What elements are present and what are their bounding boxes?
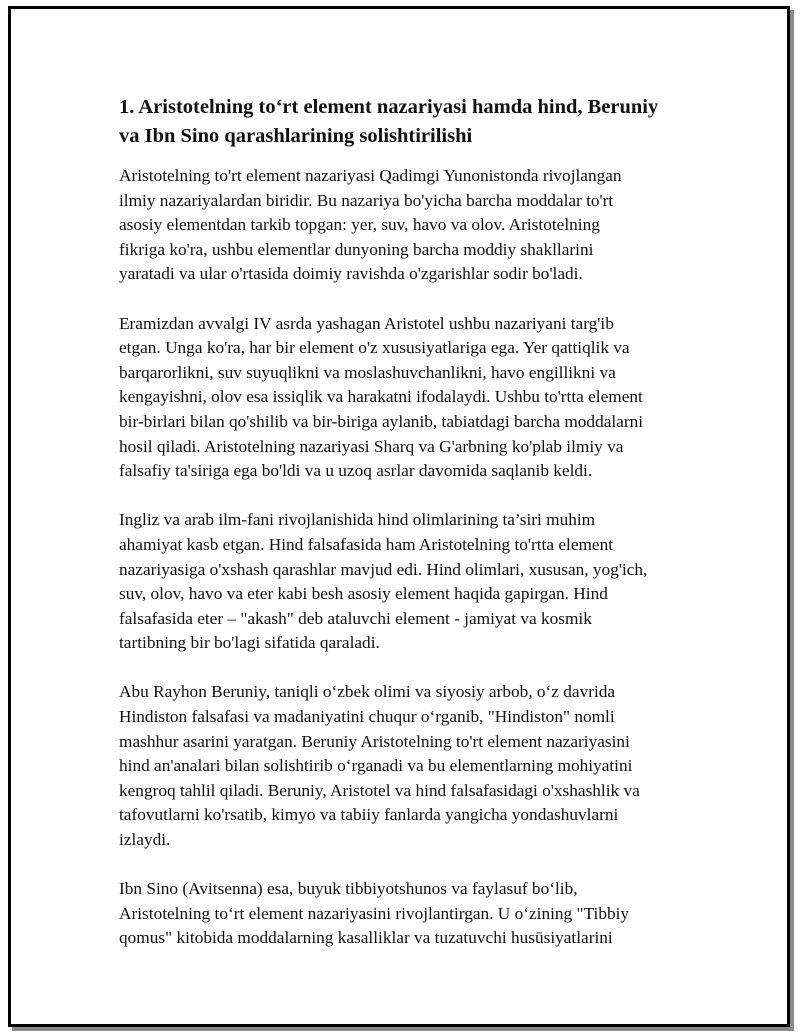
paragraph-1 xyxy=(119,164,699,287)
text-line: Ingliz va arab ilm-fani rivojlanishida hind olimlarining ta’siri muhim xyxy=(119,510,596,530)
paragraph-3 xyxy=(119,508,699,656)
text-line: asosiy elementdan tarkib topgan: yer, suv, havo va olov. Aristotelning xyxy=(119,215,600,235)
document-page xyxy=(8,6,790,1027)
text-line: kengayishni, olov esa issiqlik va harakatni ifodalaydi. Ushbu to'rtta element xyxy=(119,387,643,407)
text-line: suv, olov, havo va eter kabi besh asosiy element haqida gapirgan. Hind xyxy=(119,584,608,604)
text-line: hind an'analari bilan solishtirib o‘rganadi va bu elementlarning mohiyatini xyxy=(119,756,633,776)
title-line: va Ibn Sino qarashlarining solishtirilishi xyxy=(119,125,473,147)
text-line: tafovutlarni ko'rsatib, kimyo va tabiiy fanlarda yangicha yondashuvlarni xyxy=(119,805,619,825)
text-line: Aristotelning to'rt element nazariyasi Qadimgi Yunonistonda rivojlangan xyxy=(119,166,622,185)
text-line: bir-birlari bilan qo'shilib va bir-biriga aylanib, tabiatdagi barcha moddalarni xyxy=(119,411,644,431)
text-line: ilmiy nazariyalardan biridir. Bu nazariya bo'yicha barcha moddalar to'rt xyxy=(119,190,614,210)
document-content xyxy=(119,93,699,976)
text-line: nazariyasiga o'xshash qarashlar mavjud edi. Hind olimlari, xususan, yog'ich, xyxy=(119,559,648,579)
text-line: barqarorlikni, suv suyuqlikni va moslashuvchanlikni, havo engillikni va xyxy=(119,362,616,382)
text-line: falsafasida eter – "akash" deb ataluvchi element - jamiyat va kosmik xyxy=(119,608,592,628)
text-line: hosil qiladi. Aristotelning nazariyasi Sharq va G'arbning ko'plab ilmiy va xyxy=(119,436,624,456)
text-line: Hindiston falsafasi va madaniyatini chuqur o‘rganib, "Hindiston" nomli xyxy=(119,707,615,727)
text-line: kengroq tahlil qiladi. Beruniy, Aristotel va hind falsafasidagi o'xshashlik va xyxy=(119,780,640,800)
text-line: qomus" kitobida moddalarning kasalliklar va tuzatuvchi husūsiyatlarini xyxy=(119,928,613,948)
text-line: Abu Rayhon Beruniy, taniqli o‘zbek olimi va siyosiy arbob, o‘z davrida xyxy=(119,682,616,702)
title-line: 1. Aristotelning to‘rt element nazariyasi hamda hind, Beruniy xyxy=(119,96,659,118)
text-line: mashhur asarini yaratgan. Beruniy Aristotelning to'rt element nazariyasini xyxy=(119,731,630,751)
text-line: ahamiyat kasb etgan. Hind falsafasida ham Aristotelning to'rtta element xyxy=(119,534,614,554)
paragraph-4 xyxy=(119,680,699,852)
text-line: yaratadi va ular o'rtasida doimiy ravishda o'zgarishlar sodir bo'ladi. xyxy=(119,264,583,284)
document-title xyxy=(119,93,699,151)
text-line: tartibning bir bo'lagi sifatida qaraladi. xyxy=(119,633,380,653)
text-line: izlaydi. xyxy=(119,830,171,850)
paragraph-5 xyxy=(119,877,699,951)
text-line: fikriga ko'ra, ushbu elementlar dunyoning barcha moddiy shakllarini xyxy=(119,239,594,259)
text-line: Eramizdan avvalgi IV asrda yashagan Aristotel ushbu nazariyani targ'ib xyxy=(119,313,614,333)
text-line: Ibn Sino (Avitsenna) esa, buyuk tibbiyotshunos va faylasuf bo‘lib, xyxy=(119,879,578,899)
text-line: falsafiy ta'siriga ega bo'ldi va u uzoq asrlar davomida saqlanib keldi. xyxy=(119,461,593,481)
paragraph-2 xyxy=(119,312,699,484)
text-line: Aristotelning to‘rt element nazariyasini rivojlantirgan. U o‘zining "Tibbiy xyxy=(119,903,630,923)
text-line: etgan. Unga ko'ra, har bir element o'z xususiyatlariga ega. Yer qattiqlik va xyxy=(119,338,630,358)
